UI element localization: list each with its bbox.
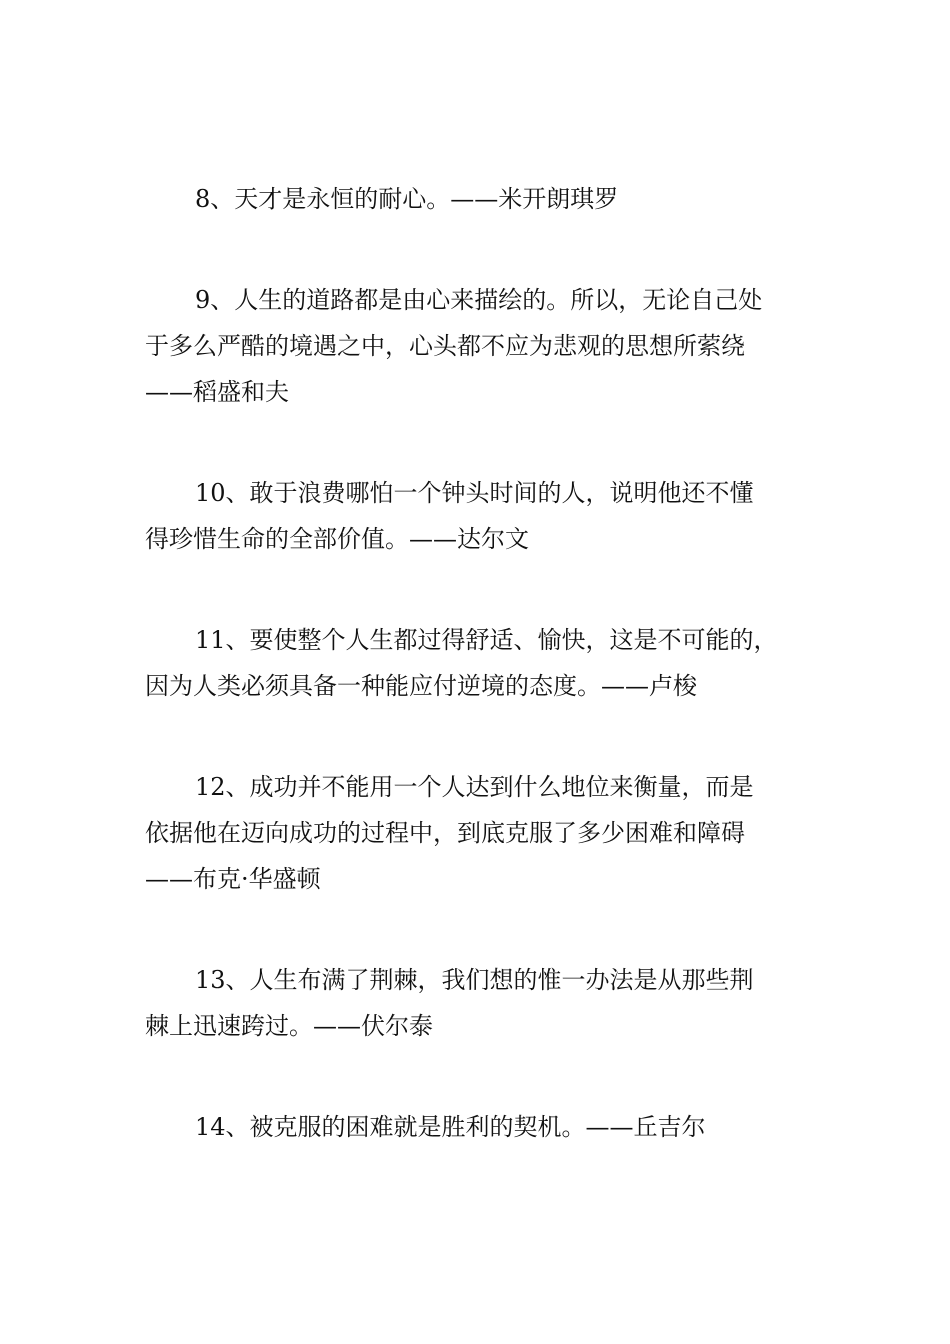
quote-line: 棘上迅速跨过。——伏尔泰 — [145, 1012, 433, 1040]
quote-line: 11、要使整个人生都过得舒适、愉快，这是不可能的， — [195, 626, 778, 654]
quote-attribution: ——布克·华盛顿 — [145, 865, 321, 893]
quote-line: 得珍惜生命的全部价值。——达尔文 — [145, 525, 529, 553]
quote-line: 9、人生的道路都是由心来描绘的。所以，无论自己处 — [195, 286, 763, 314]
quote-8 — [145, 176, 809, 222]
quote-list — [145, 176, 809, 1205]
quote-10 — [145, 470, 809, 562]
quote-line: 12、成功并不能用一个人达到什么地位来衡量，而是 — [195, 773, 754, 801]
quote-line: 13、人生布满了荆棘，我们想的惟一办法是从那些荆 — [195, 966, 754, 994]
quote-9 — [145, 277, 809, 415]
quote-12 — [145, 764, 809, 902]
quote-line: 因为人类必须具备一种能应付逆境的态度。——卢梭 — [145, 672, 697, 700]
quote-11 — [145, 617, 809, 709]
quote-attribution: ——稻盛和夫 — [145, 378, 289, 406]
quote-line: 14、被克服的困难就是胜利的契机。——丘吉尔 — [195, 1113, 706, 1141]
quote-13 — [145, 957, 809, 1049]
quote-line: 8、天才是永恒的耐心。——米开朗琪罗 — [195, 185, 619, 213]
quote-14 — [145, 1104, 809, 1150]
quote-line: 于多么严酷的境遇之中，心头都不应为悲观的思想所萦绕 — [145, 332, 745, 360]
quote-line: 10、敢于浪费哪怕一个钟头时间的人，说明他还不懂 — [195, 479, 754, 507]
quote-line: 依据他在迈向成功的过程中，到底克服了多少困难和障碍 — [145, 819, 745, 847]
